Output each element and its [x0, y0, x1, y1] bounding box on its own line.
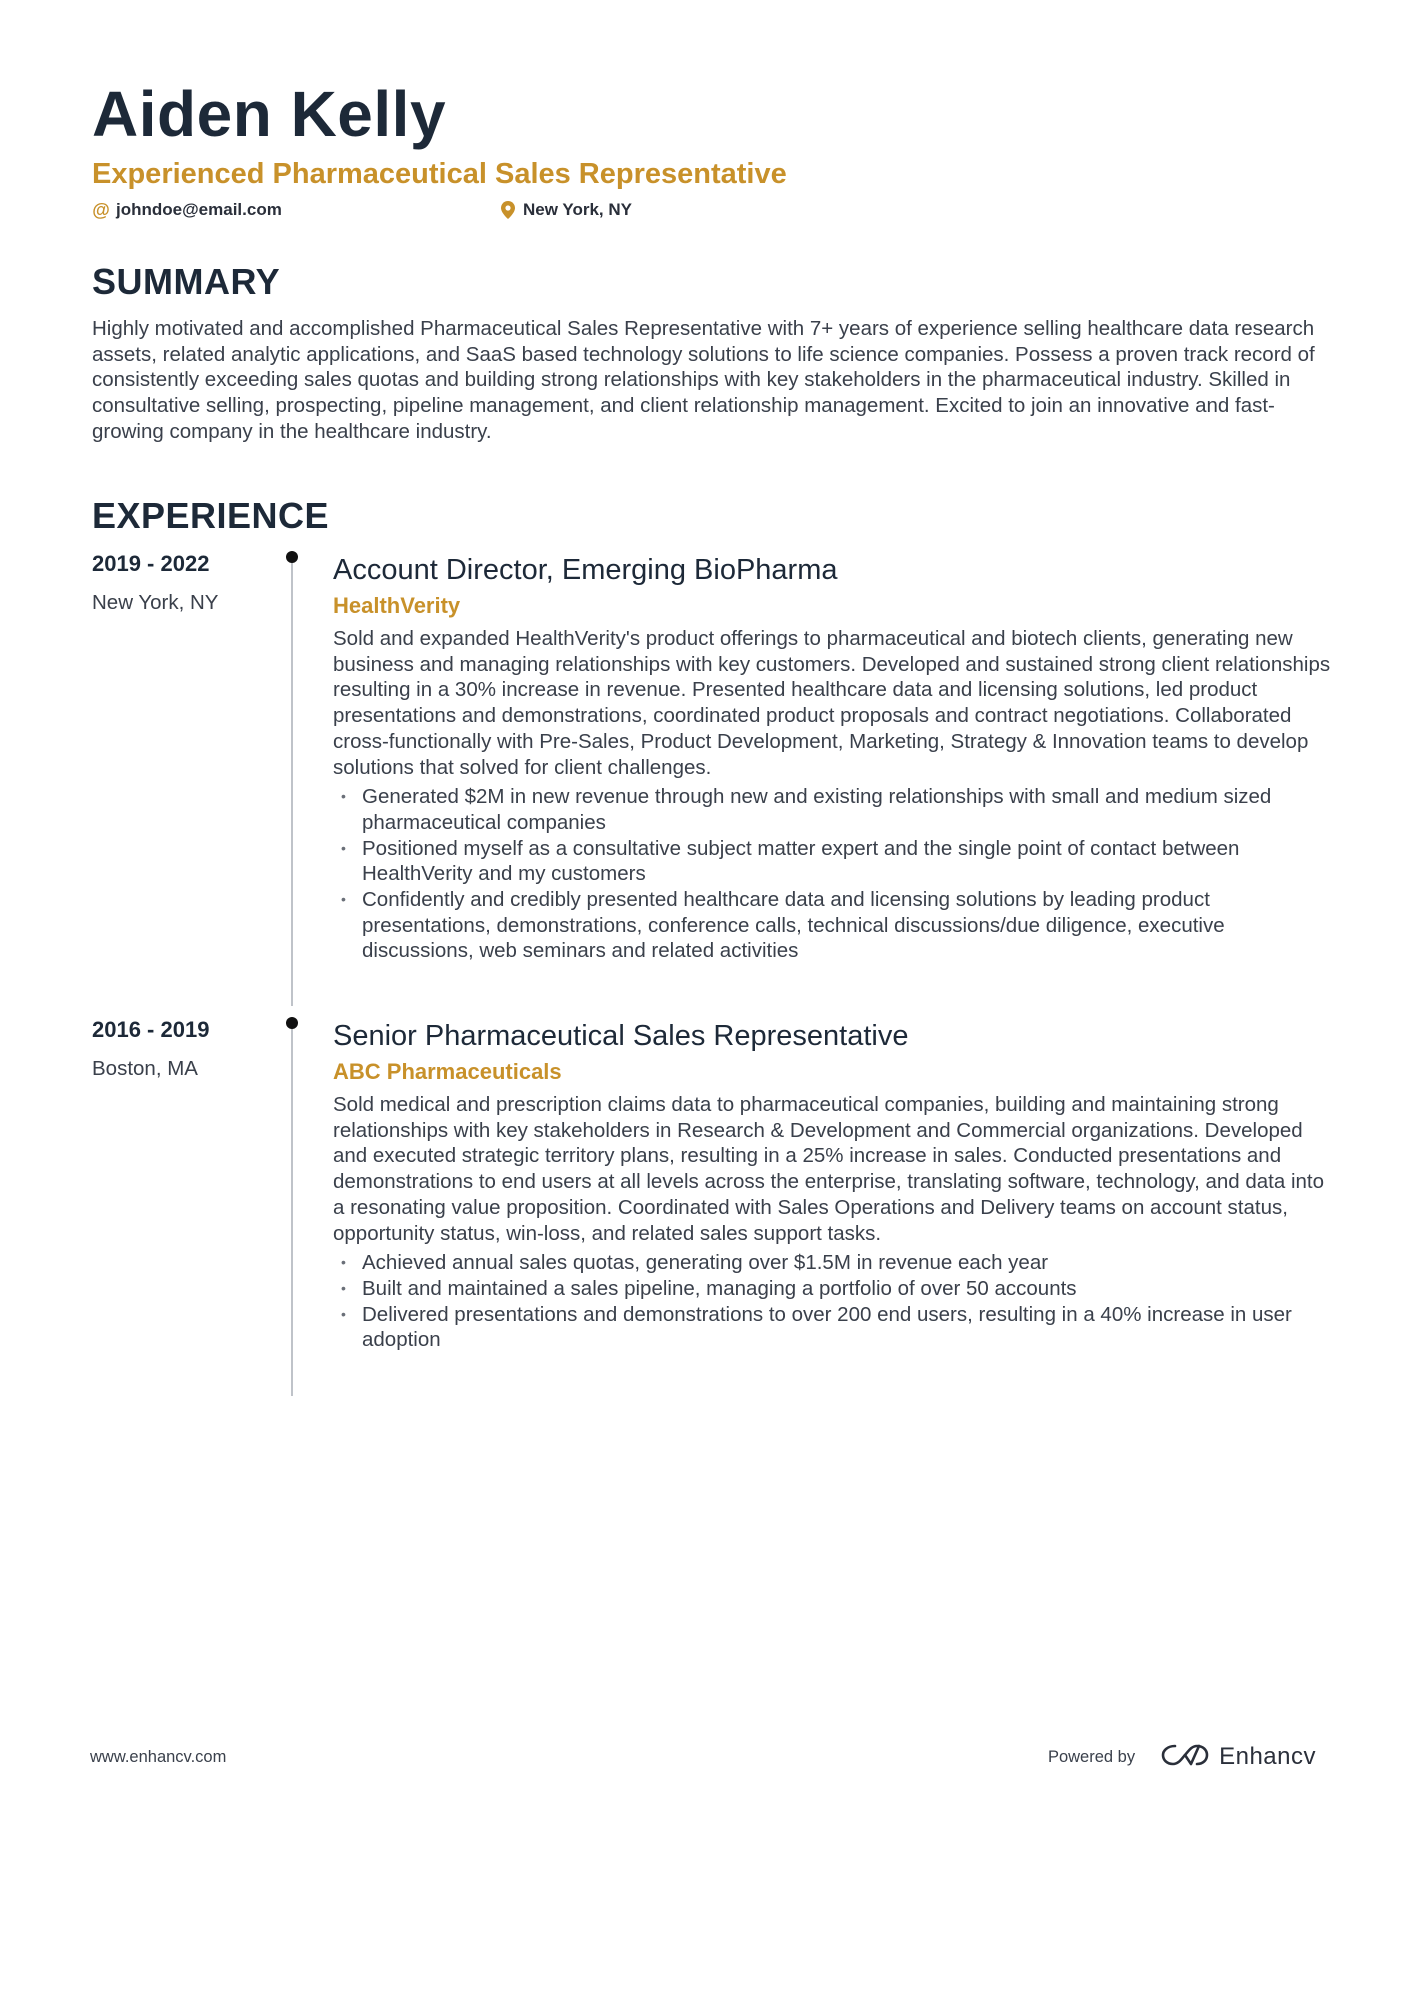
- bullet-text: Confidently and credibly presented healthcare data and licensing solutions by leading product presentations, demonstrations, conference calls, technical discussions/due diligence, executive discussions, web seminars and related activities: [362, 888, 1225, 963]
- candidate-name: Aiden Kelly: [92, 78, 447, 150]
- bullet-icon: •: [341, 839, 346, 856]
- location-text: New York, NY: [523, 200, 632, 219]
- experience-entry-meta: [92, 550, 272, 616]
- contact-location: [499, 200, 632, 220]
- powered-by-label: Powered by: [1047, 1747, 1136, 1766]
- at-icon: @: [92, 200, 110, 220]
- bullet-icon: •: [341, 1279, 346, 1296]
- experience-entry: [333, 552, 1333, 964]
- timeline-dot: [286, 551, 298, 563]
- bullet-text: Positioned myself as a consultative subject matter expert and the single point of contact between HealthVerity and my customers: [362, 836, 1240, 886]
- experience-entry: [333, 1018, 1333, 1353]
- bullet-text: Built and maintained a sales pipeline, managing a portfolio of over 50 accounts: [362, 1276, 1077, 1300]
- entry-location: New York, NY: [92, 591, 219, 614]
- map-pin-icon: [499, 201, 517, 219]
- timeline-dot: [286, 1017, 298, 1029]
- bullet-icon: •: [341, 788, 346, 805]
- page-footer: [90, 1740, 1316, 1774]
- bullet-icon: •: [341, 891, 346, 908]
- contact-info: [92, 200, 1332, 224]
- brand-name: Enhancv: [1219, 1743, 1316, 1770]
- entry-role: Senior Pharmaceutical Sales Representative: [333, 1020, 909, 1052]
- summary-heading: SUMMARY: [92, 261, 281, 302]
- powered-by: [1048, 1740, 1316, 1774]
- email-text: johndoe@email.com: [116, 200, 282, 219]
- experience-heading: EXPERIENCE: [92, 495, 330, 536]
- entry-dates: 2019 - 2022: [92, 551, 210, 576]
- timeline-line: [291, 556, 293, 1006]
- enhancv-logo-icon: [1161, 1742, 1219, 1773]
- timeline-line: [291, 1022, 293, 1396]
- list-item: [333, 1276, 1333, 1302]
- bullet-text: Generated $2M in new revenue through new and existing relationships with small and medium sized pharmaceutical companies: [362, 785, 1272, 834]
- bullet-icon: •: [341, 1254, 346, 1271]
- resume-header: [92, 76, 1332, 224]
- list-item: [333, 1250, 1333, 1276]
- entry-description: Sold and expanded HealthVerity's product offerings to pharmaceutical and biotech clients, generating new business and managing relationships with key customers. Developed and sustained strong client relationships resulting in a 30% increase in revenue. Presented healthcare data and licensing solutions, led product presentations and demonstrations, coordinated product proposals and contract negotiations. Collaborated cross-functionally with Pre-Sales, Product Development, Marketing, Strategy & Innovation teams to develop solutions that solved for client challenges.: [333, 627, 1331, 779]
- entry-company: HealthVerity: [333, 593, 461, 618]
- entry-description: Sold medical and prescription claims data to pharmaceutical companies, building and maintaining strong relationships with key stakeholders in Research & Development and Commercial organizations. Developed and executed strategic territory plans, resulting in a 25% increase in sales. Conducted presentations and demonstrations to end users at all levels across the enterprise, translating software, technology, and data into a resonating value proposition. Coordinated with Sales Operations and Delivery teams on account status, opportunity status, win-loss, and related sales support tasks.: [333, 1093, 1325, 1245]
- list-item: [333, 1302, 1333, 1353]
- entry-role: Account Director, Emerging BioPharma: [333, 554, 838, 586]
- list-item: [333, 887, 1333, 964]
- footer-url-link[interactable]: www.enhancv.com: [90, 1748, 227, 1766]
- summary-text: Highly motivated and accomplished Pharmaceutical Sales Representative with 7+ years of experience selling healthcare data research assets, related analytic applications, and SaaS based technology solutions to life science companies. Possess a proven track record of consistently exceeding sales quotas and building strong relationships with key stakeholders in the pharmaceutical industry. Skilled in consultative selling, prospecting, pipeline management, and client relationship management. Excited to join an innovative and fast-growing company in the healthcare industry.: [92, 317, 1315, 443]
- bullet-icon: •: [341, 1305, 346, 1322]
- entry-dates: 2016 - 2019: [92, 1017, 210, 1042]
- candidate-title: Experienced Pharmaceutical Sales Representative: [92, 158, 787, 190]
- experience-entry-meta: [92, 1016, 272, 1082]
- entry-bullets: [333, 1250, 1333, 1353]
- bullet-text: Achieved annual sales quotas, generating over $1.5M in revenue each year: [362, 1251, 1049, 1275]
- entry-location: Boston, MA: [92, 1057, 198, 1080]
- list-item: [333, 836, 1333, 887]
- bullet-text: Delivered presentations and demonstrations to over 200 end users, resulting in a 40% increase in user adoption: [362, 1302, 1292, 1352]
- entry-company: ABC Pharmaceuticals: [333, 1059, 562, 1084]
- list-item: [333, 784, 1333, 835]
- entry-bullets: [333, 784, 1333, 964]
- contact-email[interactable]: [92, 200, 282, 220]
